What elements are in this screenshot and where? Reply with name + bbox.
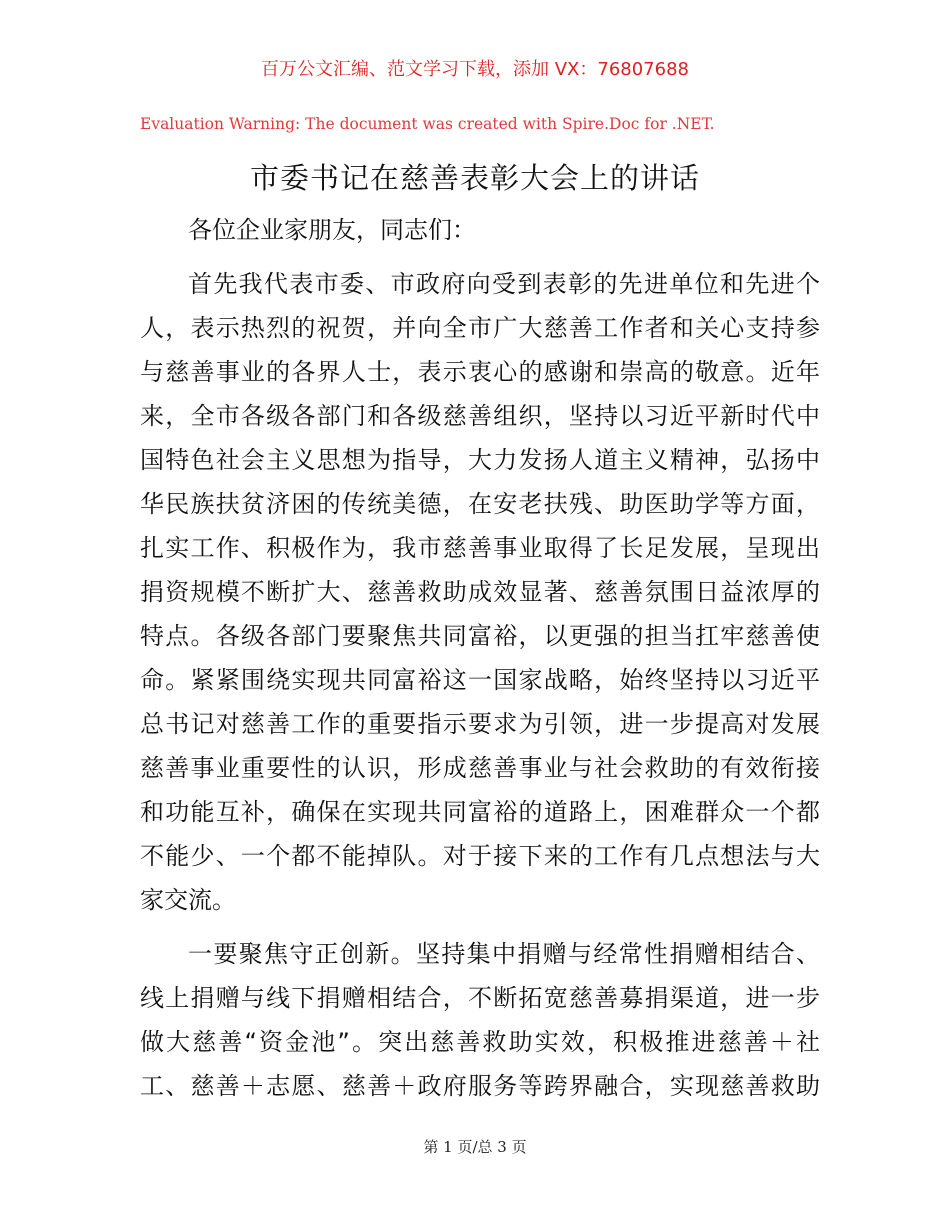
page-indicator: 第 1 页/总 3 页	[423, 1138, 527, 1156]
document-title: 市委书记在慈善表彰大会上的讲话	[249, 161, 700, 195]
paragraph-line: 人，表示热烈的祝贺，并向全市广大慈善工作者和关心支持参	[140, 314, 820, 342]
paragraph-line: 和功能互补，确保在实现共同富裕的道路上，困难群众一个都	[140, 798, 820, 826]
paragraph-line: 捐资规模不断扩大、慈善救助成效显著、慈善氛围日益浓厚的	[140, 578, 820, 606]
paragraph-line: 来，全市各级各部门和各级慈善组织，坚持以习近平新时代中	[140, 402, 820, 430]
paragraph-line: 特点。各级各部门要聚焦共同富裕，以更强的担当扛牢慈善使	[140, 622, 820, 650]
paragraph-line: 不能少、一个都不能掉队。对于接下来的工作有几点想法与大	[140, 842, 820, 870]
paragraph-line: 命。紧紧围绕实现共同富裕这一国家战略，始终坚持以习近平	[140, 666, 820, 694]
paragraph-line: 扎实工作、积极作为，我市慈善事业取得了长足发展，呈现出	[140, 534, 820, 562]
paragraph-line: 国特色社会主义思想为指导，大力发扬人道主义精神，弘扬中	[140, 446, 820, 474]
paragraph-line: 慈善事业重要性的认识，形成慈善事业与社会救助的有效衔接	[140, 754, 820, 782]
paragraph-line: 线上捐赠与线下捐赠相结合，不断拓宽慈善募捐渠道，进一步	[140, 984, 820, 1012]
paragraph-line: 工、慈善＋志愿、慈善＋政府服务等跨界融合，实现慈善救助	[140, 1072, 820, 1100]
paragraph-line: 华民族扶贫济困的传统美德，在安老扶残、助医助学等方面，	[140, 490, 820, 518]
evaluation-warning: Evaluation Warning: The document was created with Spire.Doc for .NET.	[140, 115, 715, 133]
paragraph-line: 与慈善事业的各界人士，表示衷心的感谢和崇高的敬意。近年	[140, 358, 820, 386]
salutation: 各位企业家朋友，同志们：	[188, 216, 476, 244]
paragraph-line: 首先我代表市委、市政府向受到表彰的先进单位和先进个	[188, 270, 820, 298]
paragraph-line: 一要聚焦守正创新。坚持集中捐赠与经常性捐赠相结合、	[188, 940, 820, 968]
paragraph-line: 总书记对慈善工作的重要指示要求为引领，进一步提高对发展	[140, 710, 820, 738]
promo-banner: 百万公文汇编、范文学习下载，添加 VX：76807688	[261, 59, 689, 80]
paragraph-line: 做大慈善“资金池”。突出慈善救助实效，积极推进慈善＋社	[140, 1028, 820, 1056]
paragraph-line: 家交流。	[140, 886, 236, 914]
